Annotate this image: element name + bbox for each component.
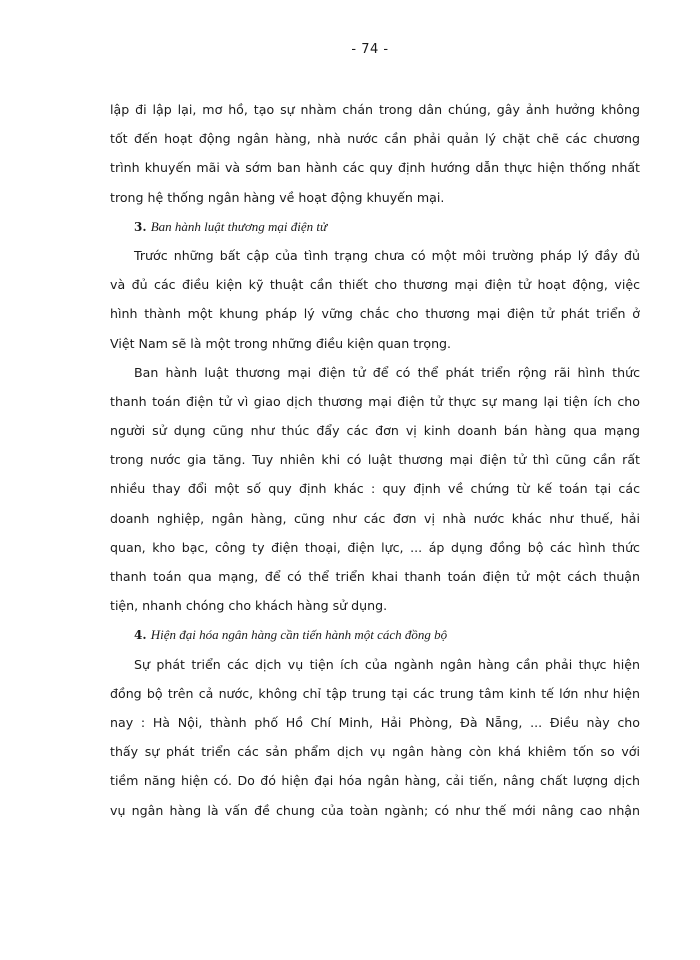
text-line: vụ ngân hàng là vấn đề chung của toàn ngành; có như thế mới nâng cao nhận [110, 802, 640, 818]
paragraph [110, 358, 640, 621]
text-line: Trước những bất cập của tình trạng chưa có một môi trường pháp lý đầy đủ [134, 247, 640, 263]
text-line: người sử dụng cũng như thúc đẩy các đơn vị kinh doanh bán hàng qua mạng [110, 423, 640, 439]
document-body [110, 95, 640, 825]
text-line: doanh nghiệp, ngân hàng, cũng như các đơn vị nhà nước khác như thuế, hải [110, 510, 640, 526]
text-line: lập đi lập lại, mơ hồ, tạo sự nhàm chán trong dân chúng, gây ảnh hưởng không [110, 102, 640, 117]
text-line: đồng bộ trên cả nước, không chỉ tập trung tại các trung tâm kinh tế lớn như hiện [110, 685, 640, 701]
text-line: nay : Hà Nội, thành phố Hồ Chí Minh, Hải Phòng, Đà Nẵng, ... Điều này cho [110, 714, 640, 730]
paragraph [110, 95, 640, 212]
text-line: Ban hành luật thương mại điện tử để có thể phát triển rộng rãi hình thức [134, 364, 640, 380]
paragraph [110, 241, 640, 358]
text-line: quan, kho bạc, công ty điện thoại, điện lực, ... áp dụng đồng bộ các hình thức [110, 539, 640, 555]
text-line: hình thành một khung pháp lý vững chắc cho thương mại điện tử phát triển ở [110, 306, 640, 322]
section-number: 4 [134, 628, 143, 643]
text-line: trong hệ thống ngân hàng về hoạt động khuyến mại. [110, 189, 445, 205]
section-title: Hiện đại hóa ngân hàng cần tiến hành một cách đồng bộ [150, 627, 448, 643]
text-line: tiềm năng hiện có. Do đó hiện đại hóa ngân hàng, cải tiến, nâng chất lượng dịch [110, 773, 640, 789]
section-heading: 3. Ban hành luật thương mại điện tử [134, 218, 328, 234]
text-line: trong nước gia tăng. Tuy nhiên khi có luật thương mại điện tử thì cũng cần rất [110, 452, 640, 468]
text-line: thanh toán điện tử vì giao dịch thương mại điện tử thực sự mang lại tiện ích cho [110, 393, 640, 409]
section-number: 3 [134, 219, 143, 234]
text-line: tốt đến hoạt động ngân hàng, nhà nước cần phải quản lý chặt chẽ các chương [110, 131, 640, 147]
section-title: Ban hành luật thương mại điện tử [150, 218, 328, 234]
text-line: tiện, nhanh chóng cho khách hàng sử dụng. [110, 598, 388, 614]
text-line: Việt Nam sẽ là một trong những điều kiện quan trọng. [110, 335, 452, 351]
text-line: thanh toán qua mạng, để có thể triển khai thanh toán điện tử một cách thuận [110, 569, 640, 584]
text-line: thấy sự phát triển các sản phẩm dịch vụ ngân hàng còn khá khiêm tốn so với [110, 744, 640, 760]
text-line: Sự phát triển các dịch vụ tiện ích của ngành ngân hàng cần phải thực hiện [134, 656, 640, 672]
text-line: nhiều thay đổi một số quy định khác : quy định về chứng từ kế toán tại các [110, 481, 640, 497]
paragraph [110, 650, 640, 825]
section-heading: 4. Hiện đại hóa ngân hàng cần tiến hành một cách đồng bộ [134, 627, 448, 643]
text-line: và đủ các điều kiện kỹ thuật cần thiết cho thương mại điện tử hoạt động, việc [110, 277, 640, 293]
page-number: - 74 - [351, 42, 389, 57]
text-line: trình khuyến mãi và sớm ban hành các quy định hướng dẫn thực hiện thống nhất [110, 160, 640, 176]
